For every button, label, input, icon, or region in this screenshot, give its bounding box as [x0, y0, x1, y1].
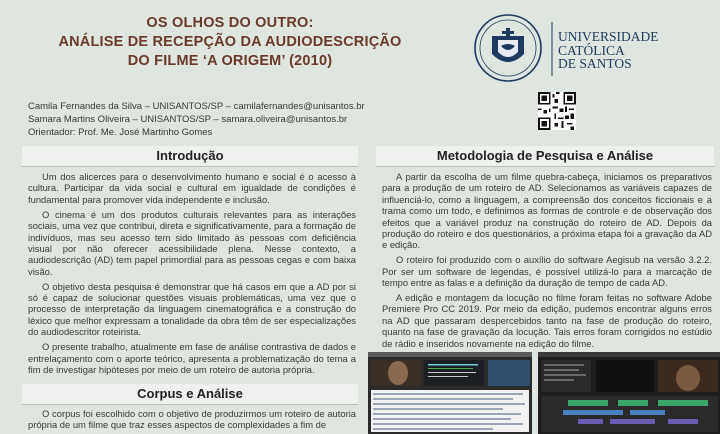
intro-body	[28, 171, 356, 379]
intro-paragraph: O objetivo desta pesquisa é demonstrar que há casos em que a AD por si só é capaz de solucionar questões visuais problemáticas, uma vez que o processo de interpretação da linguagem cinematográfica e a construção do léxico que melhor expressam a tonalidade da obra têm de ser especializações do audiodescritor roteirista.	[28, 280, 356, 338]
method-body	[382, 171, 712, 353]
editing-software-screenshots	[368, 352, 720, 434]
title-line-3: DO FILME ‘A ORIGEM’ (2010)	[127, 53, 333, 69]
intro-paragraph: O cinema é um dos produtos culturais relevantes para as interações sociais, uma vez que contribui, direta e significativamente, para a formação de indivíduos, mas seu acesso tem sido limitado às pessoas com deficiência visual por não oferecer acessibilidade plena. Nesse contexto, a audiodescrição (AD) tem papel primordial para as pessoas cegas e com baixa visão.	[28, 208, 356, 277]
corpus-paragraph: O corpus foi escolhido com o objetivo de produzirmos um roteiro de autoria própria de um filme que traz esses aspectos de complexidades a fim de	[28, 408, 356, 431]
author-line: Camila Fernandes da Silva – UNISANTOS/SP – camilafernandes@unisantos.br	[28, 101, 365, 112]
title-line-2: ANÁLISE DE RECEPÇÃO DA AUDIODESCRIÇÃO	[58, 34, 402, 50]
intro-heading: Introdução	[22, 146, 358, 167]
qr-code-icon	[538, 92, 576, 130]
author-line: Samara Martins Oliveira – UNISANTOS/SP – samara.oliveira@unisantos.br	[28, 114, 348, 125]
corpus-body	[28, 408, 356, 434]
poster-title	[20, 14, 440, 71]
corpus-heading: Corpus e Análise	[22, 384, 358, 405]
method-paragraph: A edição e montagem da locução no filme foram feitas no software Adobe Premiere Pro CC 2019. Por meio da edição, pudemos encontrar alguns erros na AD que passaram despercebidos tanto na fase de produção do roteiro, quanto na fase de gravação da locução. Tais erros foram corrigidos no estúdio de rádio e inseridos novamente na edição do filme.	[382, 292, 712, 349]
title-line-1: OS OLHOS DO OUTRO:	[146, 15, 314, 31]
intro-paragraph: Um dos alicerces para o desenvolvimento humano e social é o acesso à cultura. Participar da vida social e cultural em igualdade de condições é fundamental para promover vida independente e inclusão.	[28, 171, 356, 205]
university-line-1: UNIVERSIDADE	[558, 29, 659, 44]
university-name	[558, 30, 659, 71]
method-heading: Metodologia de Pesquisa e Análise	[376, 146, 714, 167]
university-line-3: DE SANTOS	[558, 56, 632, 71]
advisor-line: Orientador: Prof. Me. José Martinho Gomes	[28, 127, 213, 138]
method-paragraph: O roteiro foi produzido com o auxílio do software Aegisub na versão 3.2.2. Por ser um software de legendas, é possível utilizá-lo para a marcação de tempo entre as falas e a definição da duração de tempo de cada AD.	[382, 254, 712, 289]
author-list	[28, 100, 365, 139]
university-line-2: CATÓLICA	[558, 42, 625, 58]
intro-paragraph: O presente trabalho, atualmente em fase de análise contrastiva de dados e entrelaçamento com o aporte teórico, apresenta a problematização do tema a fim de investigar hipóteses por meio de um roteiro de autoria própria.	[28, 341, 356, 375]
method-paragraph: A partir da escolha de um filme quebra-cabeça, iniciamos os preparativos para a produção de um roteiro de AD. Selecionamos as variáveis capazes de influenciá-lo, como a linguagem, a compreensão dos conceitos ficcionais e a trama como um todo, e definimos as formas de controle e de observação dos efeitos que a variável produz na construção do roteiro de AD. Depois da produção do roteiro e dos questionários, a próxima etapa foi a gravação da AD e edição.	[382, 171, 712, 251]
